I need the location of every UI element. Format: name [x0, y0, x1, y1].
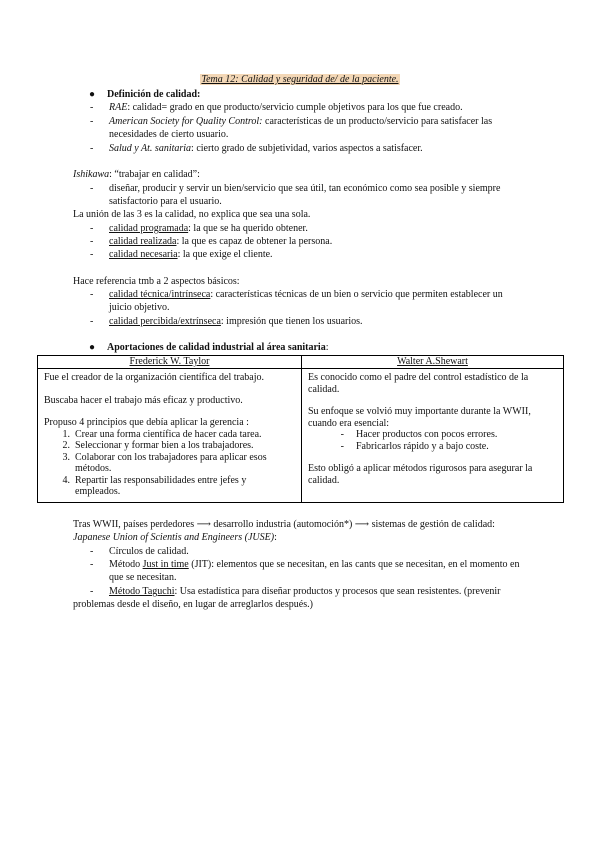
taylor-p3: Propuso 4 principios que debía aplicar la gerencia : — [44, 417, 249, 428]
definicion-heading: Definición de calidad: — [107, 89, 201, 100]
taylor-p2: Buscaba hacer el trabajo más eficaz y productivo. — [44, 394, 243, 406]
aspecto-percibida: calidad percibida/extrínseca: impresión que tienen los usuarios. — [109, 316, 363, 327]
dash-icon: - — [90, 249, 94, 260]
circulos-item: Círculos de calidad. — [109, 546, 189, 557]
dash-icon: - — [90, 586, 94, 597]
ishikawa-line: Ishikawa: “trabajar en calidad”: — [73, 169, 200, 180]
shewart-list — [308, 429, 558, 452]
taguchi-item-cont: problemas desde el diseño, en lugar de arreglarlos después.) — [73, 599, 313, 610]
principios-list — [44, 429, 296, 498]
definicion-item-salud: Salud y At. sanitaria: cierto grado de subjetividad, varios aspectos a satisfacer. — [109, 143, 423, 154]
dash-icon: - — [90, 183, 94, 194]
definicion-item-asqc-cont: necesidades de cierto usuario. — [109, 129, 229, 140]
dash-icon: - — [90, 559, 94, 570]
ishikawa-item: diseñar, producir y servir un bien/servicio que sea útil, tan económico como sea posible y siempre — [109, 183, 501, 194]
aspectos-intro: Hace referencia tmb a 2 aspectos básicos: — [73, 276, 240, 287]
shewart-p1: Es conocido como el padre del control estadístico de la calidad. — [308, 372, 529, 395]
list-item: 1. Crear una forma científica de hacer cada tarea. — [62, 428, 262, 440]
taylor-p1: Fue el creador de la organización científica del trabajo. — [44, 372, 264, 383]
aportaciones-table — [37, 355, 564, 503]
definicion-item-rae: RAE: calidad= grado en que producto/servicio cumple objetivos para los que fue creado. — [109, 102, 463, 113]
shewart-p3: Esto obligó a aplicar métodos rigurosos para asegurar la calidad. — [308, 463, 533, 486]
dash-icon: - — [90, 116, 94, 127]
ishikawa-item-cont: satisfactorio para el usuario. — [109, 196, 222, 207]
definicion-item-asqc: American Society for Quality Control: características de un producto/servicio para satisfacer las — [109, 116, 493, 127]
title-container — [0, 73, 600, 86]
shewart-p2: Su enfoque se volvió muy importante durante la WWII, cuando era esencial: — [308, 406, 531, 429]
tipo-programada: calidad programada: la que se ha querido obtener. — [109, 223, 308, 234]
taguchi-item: Método Taguchi: Usa estadística para diseñar productos y procesos que sean resistentes. (prevenir — [109, 586, 501, 597]
dash-icon: - — [90, 143, 94, 154]
juse-line: Japanese Union of Scientis and Engineers (JUSE): — [73, 532, 277, 543]
dash-icon: - — [90, 236, 94, 247]
taylor-header: Frederick W. Taylor — [38, 356, 302, 369]
shewart-header: Walter A.Shewart — [302, 356, 564, 369]
list-item: - Hacer productos con pocos errores. — [340, 429, 498, 440]
bullet-icon: ● — [88, 342, 96, 353]
dash-icon: - — [90, 102, 94, 113]
aportaciones-heading: Aportaciones de calidad industrial al área sanitaria: — [107, 342, 329, 353]
bullet-icon: ● — [88, 89, 96, 100]
shewart-cell — [302, 369, 564, 503]
dash-icon: - — [90, 223, 94, 234]
dash-icon: - — [90, 316, 94, 327]
aspecto-tecnica: calidad técnica/intrínseca: características técnicas de un bien o servicio que permiten establecer un — [109, 289, 503, 300]
jit-item-cont: que se necesitan. — [109, 572, 177, 583]
list-item-cont: métodos. — [75, 463, 112, 474]
union-text: La unión de las 3 es la calidad, no explica que sea una sola. — [73, 209, 311, 220]
dash-icon: - — [90, 546, 94, 557]
list-item: 2. Seleccionar y formar bien a los trabajadores. — [62, 440, 254, 451]
tras-line: Tras WWII, países perdedores ⟶ desarrollo industria (automoción*) ⟶ sistemas de gestión de calidad: — [73, 519, 495, 530]
page-title: Tema 12: Calidad y seguridad de/ de la paciente. — [201, 74, 399, 85]
list-item: 3. Colaborar con los trabajadores para aplicar esos — [62, 451, 267, 463]
list-item: 4. Repartir las responsabilidades entre jefes y — [62, 474, 247, 486]
dash-icon: - — [90, 289, 94, 300]
taylor-cell — [38, 369, 302, 503]
tipo-realizada: calidad realizada: la que es capaz de obtener la persona. — [109, 236, 333, 247]
aspecto-tecnica-cont: juicio objetivo. — [109, 302, 170, 313]
jit-item: Método Just in time (JIT): elementos que se necesitan, en las cants que se necesitan, en el momento en — [109, 559, 520, 570]
tipo-necesaria: calidad necesaria: la que exige el cliente. — [109, 249, 273, 260]
list-item-cont: empleados. — [75, 486, 121, 497]
list-item: - Fabricarlos rápido y a bajo coste. — [340, 440, 489, 452]
